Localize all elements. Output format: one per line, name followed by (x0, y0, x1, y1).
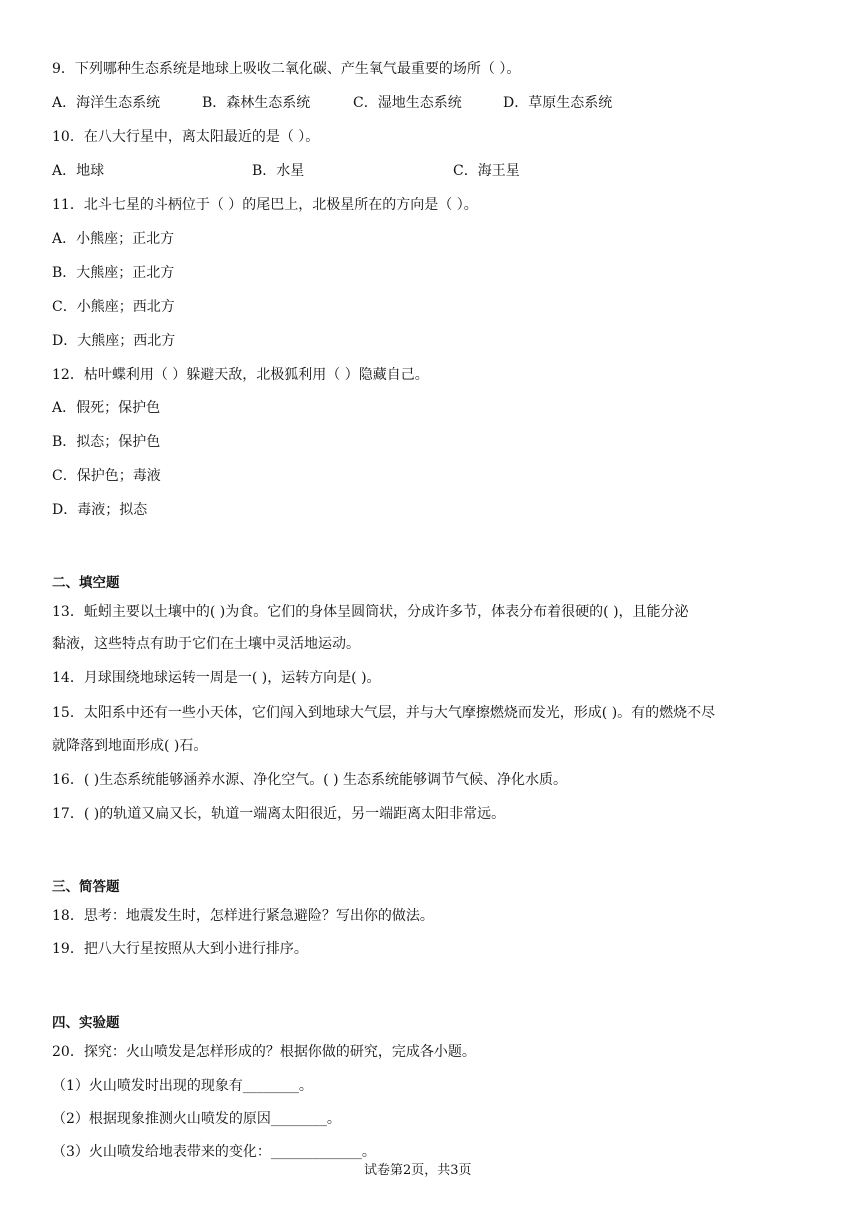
question-10-option-b: B．水星 (252, 163, 305, 179)
question-13-line-2: 黏液，这些特点有助于它们在土壤中灵活地运动。 (52, 636, 360, 652)
question-11-option-c: C．小熊座；西北方 (52, 299, 175, 315)
question-10-stem: 10．在八大行星中，离太阳最近的是（ ）。 (52, 129, 320, 145)
question-12-option-a: A．假死；保护色 (52, 400, 161, 416)
question-12-stem: 12．枯叶蝶利用（ ）躲避天敌，北极狐利用（ ）隐藏自己。 (52, 367, 429, 383)
question-11-option-b: B．大熊座；正北方 (52, 265, 175, 281)
question-13-line-1: 13．蚯蚓主要以土壤中的( )为食。它们的身体呈圆筒状，分成许多节，体表分布着很硬的( )，且能分泌 (52, 604, 689, 620)
question-9-stem: 9．下列哪种生态系统是地球上吸收二氧化碳、产生氧气最重要的场所（ ）。 (52, 61, 521, 77)
question-14: 14．月球围绕地球运转一周是一( )，运转方向是( )。 (52, 670, 381, 686)
question-17: 17．( )的轨道又扁又长，轨道一端离太阳很近，另一端距离太阳非常远。 (52, 806, 506, 822)
question-9-option-b: B．森林生态系统 (202, 95, 311, 111)
section-3-title: 三、简答题 (52, 879, 120, 895)
question-10-option-c: C．海王星 (453, 163, 520, 179)
question-15-line-2: 就降落到地面形成( )石。 (52, 738, 208, 754)
question-11-stem: 11．北斗七星的斗柄位于（ ）的尾巴上，北极星所在的方向是（ ）。 (52, 197, 478, 213)
question-20-stem: 20．探究：火山喷发是怎样形成的？根据你做的研究，完成各小题。 (52, 1044, 476, 1060)
question-20-part-1: （1）火山喷发时出现的现象有________。 (52, 1078, 313, 1094)
question-15-line-1: 15．太阳系中还有一些小天体，它们闯入到地球大气层，并与大气摩擦燃烧而发光，形成( )。有的燃烧不尽 (52, 705, 716, 721)
question-18: 18．思考：地震发生时，怎样进行紧急避险？写出你的做法。 (52, 908, 434, 924)
question-11-option-a: A．小熊座；正北方 (52, 231, 175, 247)
question-19: 19．把八大行星按照从大到小进行排序。 (52, 941, 308, 957)
question-12-option-c: C．保护色；毒液 (52, 468, 161, 484)
page-footer: 试卷第2页，共3页 (364, 1163, 472, 1178)
question-9-option-c: C．湿地生态系统 (353, 95, 462, 111)
question-11-option-d: D．大熊座；西北方 (52, 333, 176, 349)
question-12-option-d: D．毒液；拟态 (52, 502, 148, 518)
question-20-part-3: （3）火山喷发给地表带来的变化：_____________。 (52, 1144, 376, 1160)
question-10-option-a: A．地球 (52, 163, 105, 179)
section-4-title: 四、实验题 (52, 1015, 120, 1031)
question-9-option-a: A．海洋生态系统 (52, 95, 161, 111)
question-9-option-d: D．草原生态系统 (503, 95, 613, 111)
question-12-option-b: B．拟态；保护色 (52, 434, 161, 450)
question-20-part-2: （2）根据现象推测火山喷发的原因________。 (52, 1111, 341, 1127)
question-16: 16．( )生态系统能够涵养水源、净化空气。( ) 生态系统能够调节气候、净化水质。 (52, 772, 568, 788)
section-2-title: 二、填空题 (52, 575, 120, 591)
